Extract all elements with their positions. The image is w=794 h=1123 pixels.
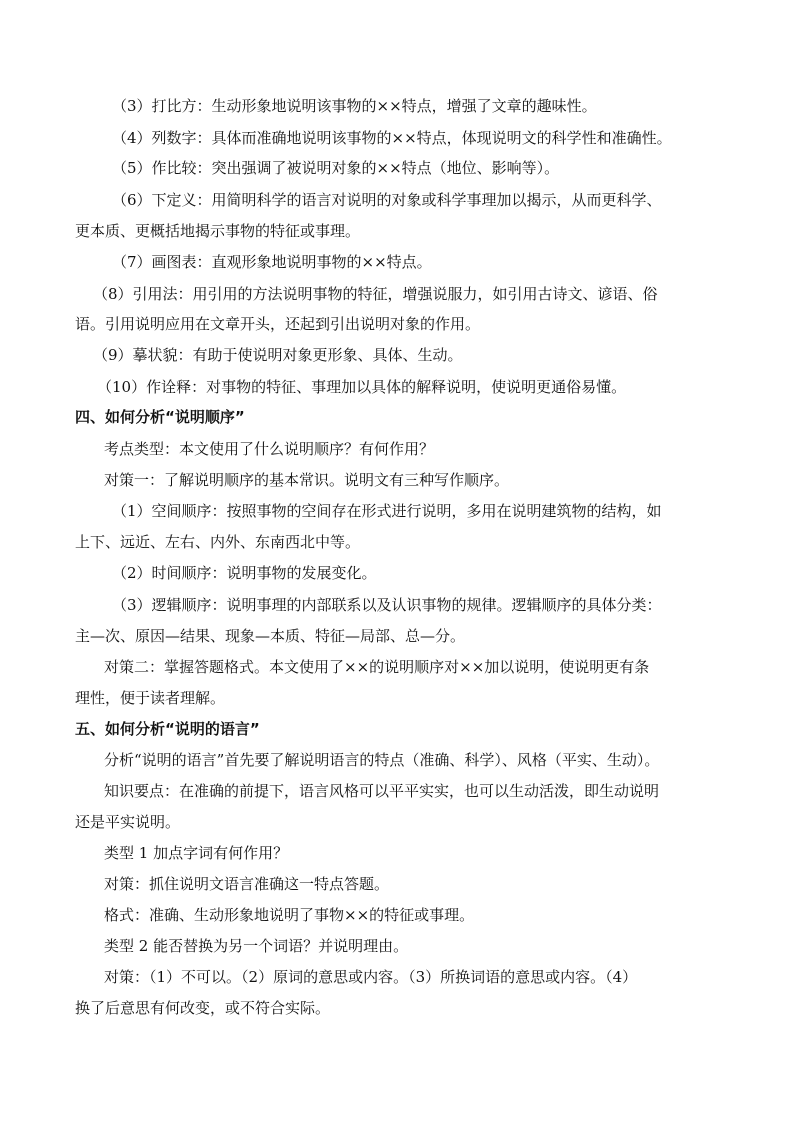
text-line: 对策：（1）不可以。（2）原词的意思或内容。（3）所换词语的意思或内容。（4）	[104, 968, 638, 986]
text-line: （5）作比较：突出强调了被说明对象的××特点（地位、影响等）。	[112, 159, 560, 177]
text-line: （6）下定义：用简明科学的语言对说明的对象或科学事理加以揭示，从而更科学、	[112, 191, 662, 209]
text-line: （3）逻辑顺序：说明事理的内部联系以及认识事物的规律。逻辑顺序的具体分类：	[112, 596, 662, 614]
text-line: 类型 1 加点字词有何作用？	[104, 844, 289, 862]
text-line: （7）画图表：直观形象地说明事物的××特点。	[112, 253, 432, 271]
text-line: （9）摹状貌：有助于使说明对象更形象、具体、生动。	[93, 346, 463, 364]
text-line: 对策：抓住说明文语言准确这一特点答题。	[104, 875, 390, 893]
text-line: （3）打比方：生动形象地说明该事物的××特点，增强了文章的趣味性。	[112, 97, 597, 115]
text-line: 对策一：了解说明顺序的基本常识。说明文有三种写作顺序。	[104, 471, 510, 489]
text-line: （1）空间顺序：按照事物的空间存在形式进行说明，多用在说明建筑物的结构，如	[112, 502, 662, 520]
text-line: （2）时间顺序：说明事物的发展变化。	[112, 564, 377, 582]
text-line: 主—次、原因—结果、现象—本质、特征—局部、总—分。	[75, 627, 466, 645]
section-heading-4: 四、如何分析“说明顺序”	[75, 408, 245, 426]
text-line: 更本质、更概括地揭示事物的特征或事理。	[75, 222, 361, 240]
text-line: 对策二：掌握答题格式。本文使用了××的说明顺序对××加以说明，使说明更有条	[104, 658, 650, 676]
text-line: （10）作诠释：对事物的特征、事理加以具体的解释说明，使说明更通俗易懂。	[97, 378, 627, 396]
text-line: 上下、远近、左右、内外、东南西北中等。	[75, 533, 361, 551]
text-line: 知识要点：在准确的前提下，语言风格可以平平实实，也可以生动活泼，即生动说明	[104, 782, 660, 800]
text-line: （8）引用法：用引用的方法说明事物的特征，增强说服力，如引用古诗文、谚语、俗	[93, 285, 658, 303]
text-line: 理性，便于读者理解。	[75, 689, 226, 707]
text-line: 格式：准确、生动形象地说明了事物××的特征或事理。	[104, 906, 475, 924]
text-line: 换了后意思有何改变，或不符合实际。	[75, 999, 331, 1017]
text-line: （4）列数字：具体而准确地说明该事物的××特点，体现说明文的科学性和准确性。	[112, 129, 672, 147]
text-line: 类型 2 能否替换为另一个词语？并说明理由。	[104, 937, 409, 955]
text-line: 语。引用说明应用在文章开头，还起到引出说明对象的作用。	[75, 315, 481, 333]
text-line: 考点类型：本文使用了什么说明顺序？有何作用？	[104, 440, 435, 458]
section-heading-5: 五、如何分析“说明的语言”	[75, 720, 260, 738]
text-line: 分析“说明的语言”首先要了解说明语言的特点（准确、科学）、风格（平实、生动）。	[104, 751, 660, 769]
text-line: 还是平实说明。	[75, 813, 181, 831]
